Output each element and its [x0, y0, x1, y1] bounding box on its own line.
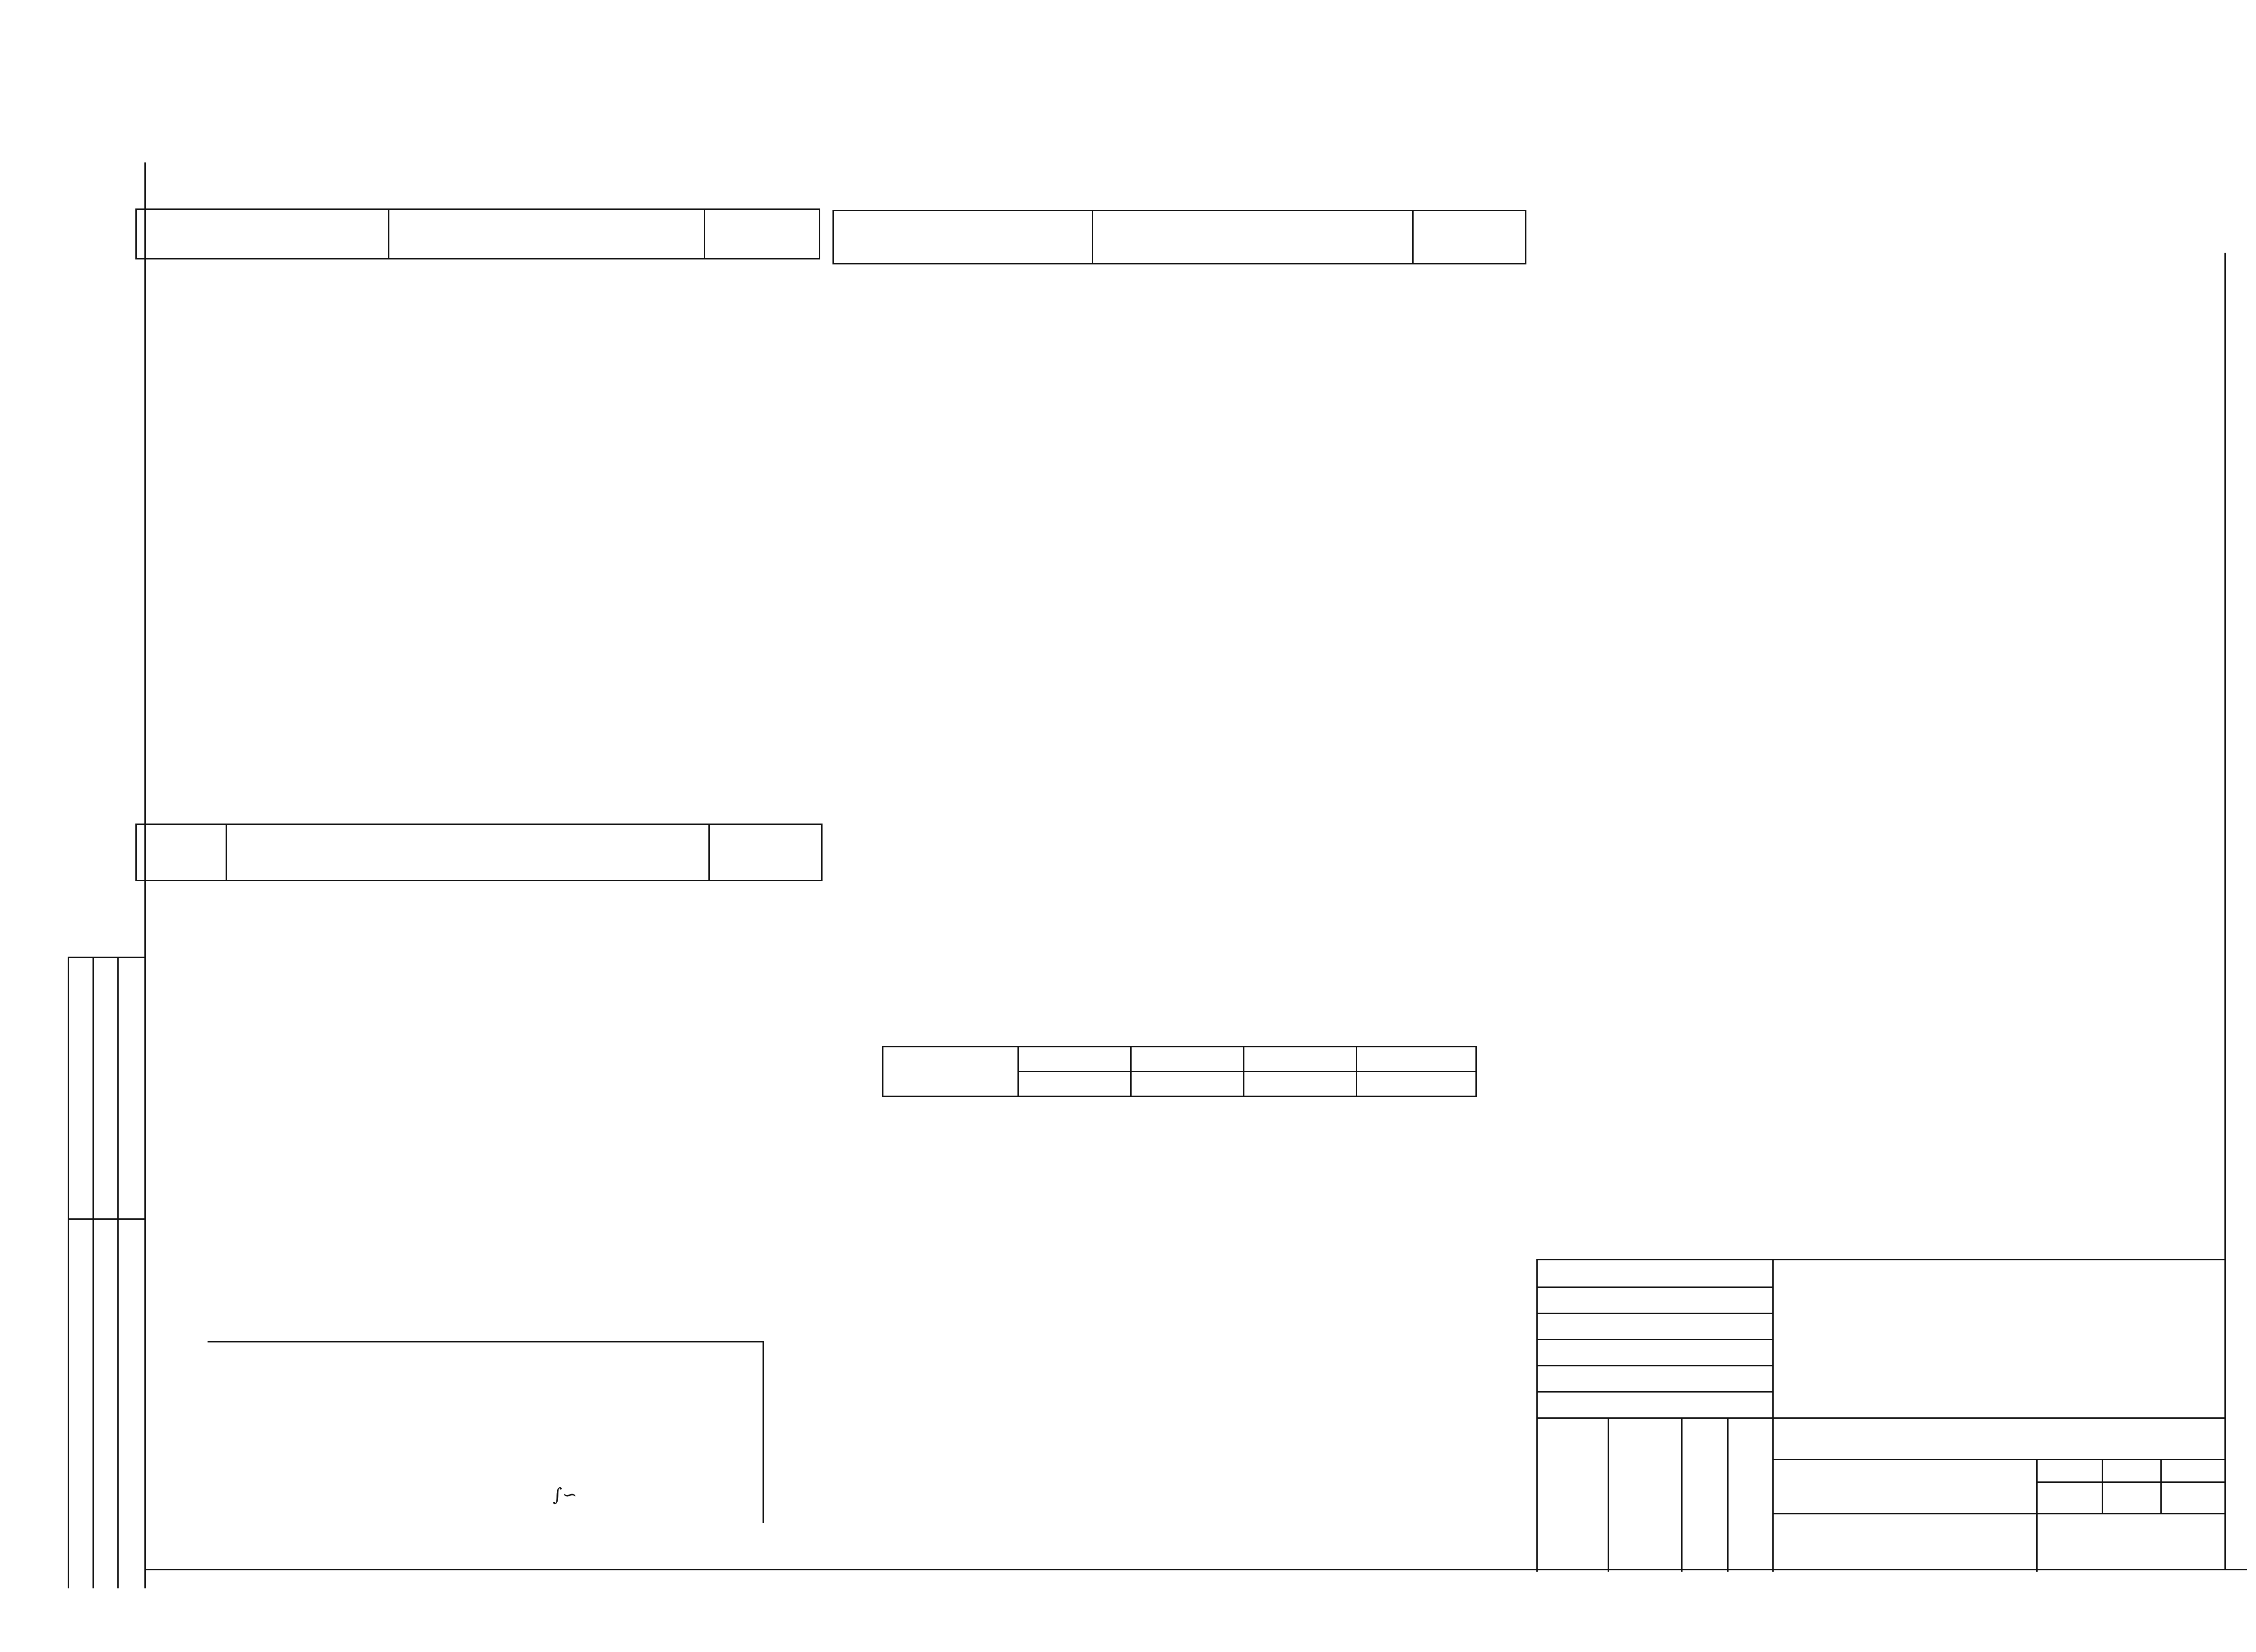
header-brick-wall [1018, 1047, 1131, 1072]
strip-border [68, 957, 144, 958]
statement-text [208, 1342, 763, 1349]
sets-list-table [135, 208, 820, 259]
header-sheet [136, 824, 227, 881]
header-designation [136, 209, 389, 259]
strip-divider [92, 957, 94, 1588]
strip-divider [117, 957, 119, 1588]
signature-mark: ∫∽ [553, 1485, 578, 1505]
header-note [705, 209, 820, 259]
header-set-name [1093, 211, 1413, 264]
subheader-g [1244, 1072, 1357, 1097]
title-block [1536, 1259, 2226, 1572]
header-insulation [1357, 1047, 1476, 1072]
header-name [227, 824, 709, 881]
subheader-d [1357, 1072, 1476, 1097]
strip-border [68, 957, 69, 1588]
header-temperature [883, 1047, 1018, 1097]
header-panel-2 [1244, 1047, 1357, 1072]
header-designation [833, 211, 1093, 264]
subheader-v [1131, 1072, 1244, 1097]
header-note [1413, 211, 1526, 264]
drawings-list-table [135, 824, 823, 881]
header-note [709, 824, 822, 881]
statement-box [208, 1341, 764, 1523]
ref-docs-table [832, 210, 1526, 264]
header-name [389, 209, 705, 259]
subheader-a [1018, 1072, 1131, 1097]
strip-border [68, 1218, 144, 1220]
header-panel-1 [1131, 1047, 1244, 1072]
dependency-table [882, 1046, 1477, 1097]
